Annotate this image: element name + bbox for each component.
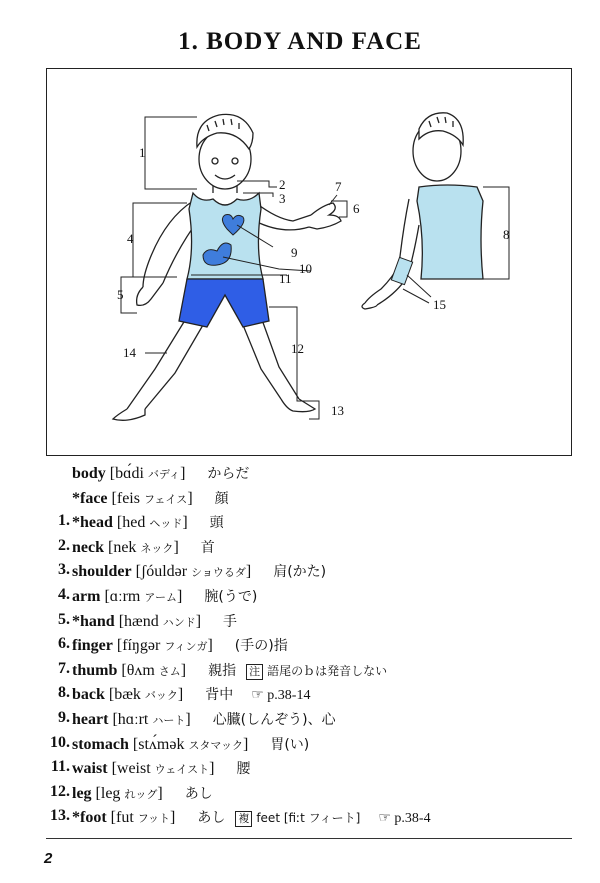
entry-japanese: あし bbox=[197, 810, 226, 827]
entry-japanese: あし bbox=[184, 785, 213, 802]
label-6: 6 bbox=[353, 201, 360, 216]
entry-word: stomach bbox=[72, 735, 129, 753]
entry-japanese: 親指 bbox=[208, 662, 237, 679]
entry-kana: バック bbox=[144, 689, 178, 703]
entry-kana: アーム bbox=[144, 591, 178, 604]
entry-bracket: ] bbox=[185, 711, 191, 728]
entry-japanese: からだ bbox=[207, 466, 250, 482]
page-reference: ☞ p.38-4 bbox=[378, 811, 431, 827]
entry-kana: れッグ bbox=[124, 787, 158, 801]
label-13: 13 bbox=[331, 403, 344, 418]
body-illustration bbox=[46, 68, 572, 456]
entry-number: 3. bbox=[58, 561, 70, 579]
wrist-band bbox=[391, 257, 412, 284]
entry-kana: フット bbox=[137, 812, 170, 826]
entry-number: 13. bbox=[50, 807, 70, 825]
entry-kana: ウェイスト bbox=[154, 763, 210, 777]
entry-japanese: 頭 bbox=[209, 515, 224, 532]
label-8: 8 bbox=[503, 227, 510, 242]
entry-bracket: ] bbox=[245, 563, 252, 581]
entry-japanese: (手の)指 bbox=[234, 638, 288, 655]
entry-pronunciation: [nek bbox=[108, 538, 141, 556]
entry-number: 5. bbox=[58, 610, 70, 628]
entry-kana: スタマック bbox=[188, 738, 243, 752]
entry-kana: ヘッド bbox=[149, 517, 183, 531]
entry-word: foot bbox=[80, 809, 107, 827]
entry-bracket: ] bbox=[243, 735, 249, 753]
entry-note: feet [fiːt フィート] bbox=[256, 811, 361, 826]
entry-word: hand bbox=[80, 612, 115, 630]
entry-pronunciation: [ɑːrm bbox=[104, 588, 145, 605]
entry-note: 語尾のｂは発音しない bbox=[267, 663, 388, 678]
page-title: 1. BODY AND FACE bbox=[178, 28, 422, 55]
entry-japanese: 腕(うで) bbox=[204, 589, 258, 605]
entry-japanese: 首 bbox=[200, 539, 215, 556]
entry-japanese: 腰 bbox=[236, 761, 251, 778]
entry-number: 7. bbox=[58, 659, 70, 677]
front-head bbox=[197, 114, 253, 189]
entry-pronunciation: [hed bbox=[116, 514, 150, 532]
entry-pronunciation: [hɑːrt bbox=[112, 711, 153, 728]
entry-bracket: ] bbox=[182, 514, 188, 532]
entry-word: heart bbox=[72, 711, 109, 728]
page-reference: ☞ p.38-14 bbox=[251, 688, 311, 704]
entry-number: 11. bbox=[50, 758, 70, 776]
note-box: 複 bbox=[235, 811, 252, 827]
entry-bracket: ] bbox=[180, 465, 186, 482]
label-9: 9 bbox=[291, 245, 298, 260]
entry-kana: バディ bbox=[147, 468, 181, 481]
entry-japanese: 顔 bbox=[214, 490, 229, 507]
entry-pronunciation: [leg bbox=[95, 784, 125, 802]
entry-bracket: ] bbox=[209, 760, 215, 778]
entry-bracket: ] bbox=[177, 588, 183, 605]
entry-word: shoulder bbox=[72, 563, 132, 581]
entry-japanese: 肩(かた) bbox=[273, 564, 327, 581]
entry-pronunciation: [feis bbox=[111, 489, 144, 507]
entry-bracket: ] bbox=[187, 489, 193, 507]
body-diagram bbox=[47, 69, 573, 457]
label-14: 14 bbox=[123, 345, 136, 360]
entry-pronunciation: [weist bbox=[111, 760, 155, 778]
entry-bracket: ] bbox=[180, 661, 187, 679]
entry-japanese: 心臓(しんぞう)、心 bbox=[212, 712, 336, 728]
entry-kana: ハンド bbox=[162, 615, 196, 629]
entry-bracket: ] bbox=[170, 809, 176, 827]
entry-pronunciation: [stʌ́mək bbox=[132, 735, 189, 753]
entry-word: face bbox=[80, 489, 108, 507]
entry-number: 2. bbox=[58, 536, 70, 554]
entry-pronunciation: [θʌm bbox=[121, 661, 159, 679]
back-head bbox=[413, 113, 463, 181]
entry-bracket: ] bbox=[195, 612, 202, 630]
entry-pronunciation: [fíŋgər bbox=[116, 637, 165, 655]
label-15: 15 bbox=[433, 297, 446, 312]
entry-pronunciation: [ʃóuldər bbox=[135, 563, 192, 581]
entry-number: 4. bbox=[58, 586, 70, 603]
entry-number: 1. bbox=[58, 512, 70, 530]
entry-word: neck bbox=[72, 538, 104, 556]
entry-bracket: ] bbox=[157, 784, 163, 802]
entry-kana: さム bbox=[158, 664, 181, 678]
entry-word: arm bbox=[72, 588, 101, 605]
entry-word: waist bbox=[72, 760, 108, 778]
entry-number: 9. bbox=[58, 709, 70, 726]
entry-kana: ハート bbox=[152, 714, 186, 727]
entry-word: thumb bbox=[72, 661, 118, 679]
entry-number: 8. bbox=[58, 684, 70, 702]
entry-star: * bbox=[72, 514, 80, 532]
entry-japanese: 手 bbox=[223, 613, 238, 630]
entry-number: 6. bbox=[58, 635, 70, 653]
entry-pronunciation: [hænd bbox=[118, 612, 163, 630]
label-7: 7 bbox=[335, 179, 342, 194]
label-3: 3 bbox=[279, 191, 286, 206]
label-11: 11 bbox=[279, 271, 292, 286]
label-4: 4 bbox=[127, 231, 134, 246]
back-shirt bbox=[417, 185, 483, 279]
label-12: 12 bbox=[291, 341, 304, 356]
entry-star: * bbox=[72, 809, 80, 827]
entry-number: 12. bbox=[50, 782, 70, 800]
front-shorts bbox=[179, 279, 269, 327]
label-10: 10 bbox=[299, 261, 312, 276]
entry-word: body bbox=[72, 465, 106, 482]
note-box: 注 bbox=[246, 664, 263, 680]
label-5: 5 bbox=[117, 287, 124, 302]
entry-kana: フィンガ bbox=[164, 640, 208, 654]
entry-star: * bbox=[72, 489, 80, 507]
front-shirt bbox=[187, 193, 263, 279]
entry-pronunciation: [fut bbox=[110, 809, 138, 827]
page-number: 2 bbox=[44, 850, 53, 867]
entry-kana: フェイス bbox=[143, 492, 188, 506]
entry-word: leg bbox=[72, 784, 92, 802]
entry-pronunciation: [bɑ́di bbox=[109, 465, 148, 482]
entry-word: back bbox=[72, 686, 105, 704]
entry-star: * bbox=[72, 612, 80, 630]
entry-number: 10. bbox=[50, 733, 70, 751]
entry-japanese: 胃(い) bbox=[270, 736, 310, 753]
entry-bracket: ] bbox=[177, 686, 184, 704]
entry-pronunciation: [bæk bbox=[108, 686, 145, 704]
entry-word: finger bbox=[72, 637, 113, 655]
entry-bracket: ] bbox=[207, 637, 213, 655]
entry-word: head bbox=[80, 514, 113, 532]
entry-bracket: ] bbox=[173, 538, 179, 556]
entry-japanese: 背中 bbox=[205, 687, 234, 704]
label-2: 2 bbox=[279, 177, 286, 192]
footer-rule bbox=[46, 838, 572, 839]
label-1: 1 bbox=[139, 145, 146, 160]
entry-kana: ネック bbox=[140, 541, 174, 555]
entry-kana: ショウるダ bbox=[191, 566, 246, 580]
